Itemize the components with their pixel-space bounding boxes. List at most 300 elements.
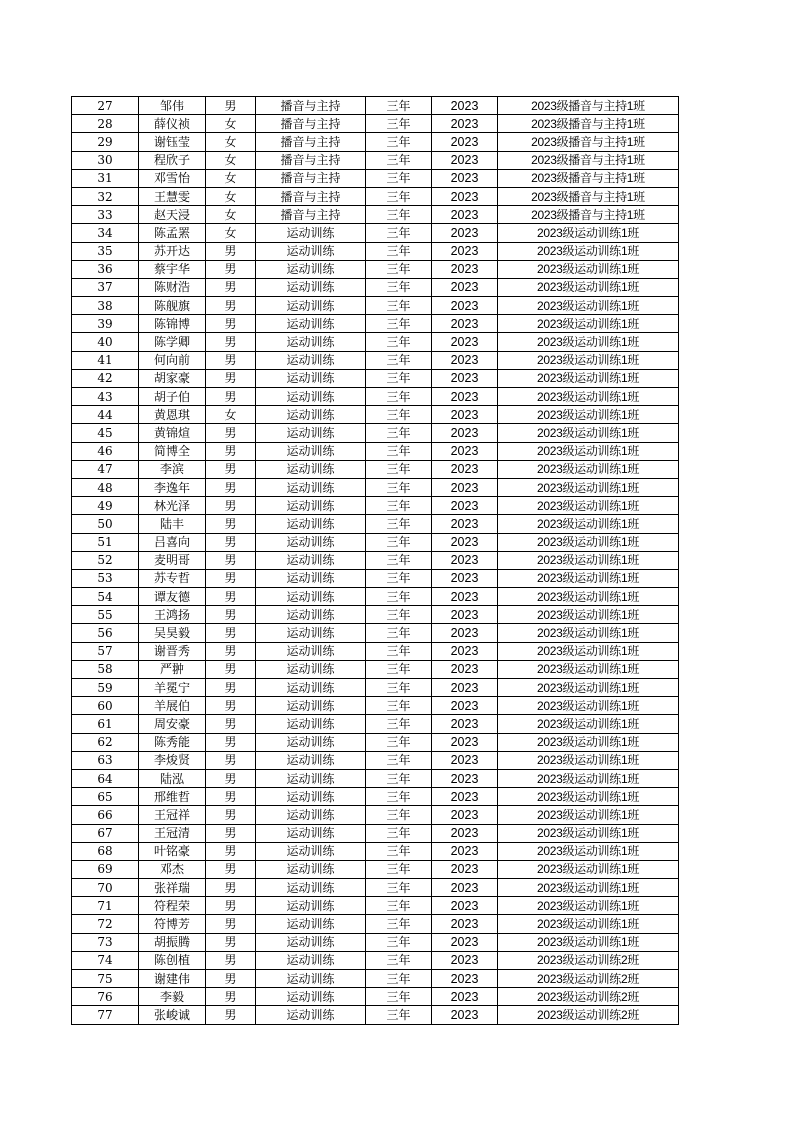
table-row	[72, 988, 679, 1006]
major-cell: 播音与主持	[256, 151, 366, 169]
student-name-cell: 谢晋秀	[139, 642, 206, 660]
class-cell: 2023级运动训练1班	[498, 788, 679, 806]
class-cell: 2023级运动训练1班	[498, 588, 679, 606]
duration-cell: 三年	[366, 278, 432, 296]
year-cell: 2023	[432, 388, 498, 406]
row-number-cell: 50	[72, 515, 139, 533]
gender-cell: 男	[206, 806, 256, 824]
duration-cell: 三年	[366, 242, 432, 260]
table-row	[72, 224, 679, 242]
gender-cell: 男	[206, 588, 256, 606]
gender-cell: 男	[206, 533, 256, 551]
major-cell: 运动训练	[256, 897, 366, 915]
student-name-cell: 何向前	[139, 351, 206, 369]
table-row	[72, 642, 679, 660]
major-cell: 运动训练	[256, 715, 366, 733]
row-number-cell: 63	[72, 751, 139, 769]
table-row	[72, 588, 679, 606]
duration-cell: 三年	[366, 388, 432, 406]
table-row	[72, 933, 679, 951]
year-cell: 2023	[432, 442, 498, 460]
duration-cell: 三年	[366, 533, 432, 551]
row-number-cell: 73	[72, 933, 139, 951]
row-number-cell: 62	[72, 733, 139, 751]
duration-cell: 三年	[366, 1006, 432, 1024]
gender-cell: 男	[206, 842, 256, 860]
student-name-cell: 陈舰旗	[139, 297, 206, 315]
year-cell: 2023	[432, 733, 498, 751]
student-name-cell: 邓杰	[139, 860, 206, 878]
duration-cell: 三年	[366, 951, 432, 969]
duration-cell: 三年	[366, 478, 432, 496]
major-cell: 运动训练	[256, 1006, 366, 1024]
year-cell: 2023	[432, 988, 498, 1006]
table-row	[72, 715, 679, 733]
duration-cell: 三年	[366, 206, 432, 224]
gender-cell: 男	[206, 424, 256, 442]
table-row	[72, 515, 679, 533]
gender-cell: 男	[206, 278, 256, 296]
year-cell: 2023	[432, 551, 498, 569]
student-name-cell: 王冠祥	[139, 806, 206, 824]
table-row	[72, 970, 679, 988]
student-name-cell: 谢建伟	[139, 970, 206, 988]
year-cell: 2023	[432, 660, 498, 678]
duration-cell: 三年	[366, 879, 432, 897]
table-row	[72, 733, 679, 751]
major-cell: 播音与主持	[256, 97, 366, 115]
year-cell: 2023	[432, 588, 498, 606]
year-cell: 2023	[432, 624, 498, 642]
row-number-cell: 47	[72, 460, 139, 478]
table-row	[72, 606, 679, 624]
year-cell: 2023	[432, 115, 498, 133]
gender-cell: 男	[206, 551, 256, 569]
row-number-cell: 75	[72, 970, 139, 988]
class-cell: 2023级运动训练1班	[498, 224, 679, 242]
row-number-cell: 61	[72, 715, 139, 733]
table-row	[72, 424, 679, 442]
major-cell: 运动训练	[256, 679, 366, 697]
duration-cell: 三年	[366, 515, 432, 533]
student-name-cell: 赵天浸	[139, 206, 206, 224]
class-cell: 2023级播音与主持1班	[498, 151, 679, 169]
student-name-cell: 陈财浩	[139, 278, 206, 296]
class-cell: 2023级运动训练1班	[498, 533, 679, 551]
major-cell: 运动训练	[256, 388, 366, 406]
year-cell: 2023	[432, 460, 498, 478]
table-row	[72, 679, 679, 697]
major-cell: 运动训练	[256, 406, 366, 424]
duration-cell: 三年	[366, 897, 432, 915]
class-cell: 2023级运动训练2班	[498, 1006, 679, 1024]
row-number-cell: 38	[72, 297, 139, 315]
gender-cell: 男	[206, 242, 256, 260]
class-cell: 2023级运动训练1班	[498, 642, 679, 660]
year-cell: 2023	[432, 406, 498, 424]
major-cell: 运动训练	[256, 951, 366, 969]
table-row	[72, 824, 679, 842]
gender-cell: 女	[206, 133, 256, 151]
table-row	[72, 169, 679, 187]
table-row	[72, 133, 679, 151]
table-row	[72, 915, 679, 933]
row-number-cell: 35	[72, 242, 139, 260]
year-cell: 2023	[432, 769, 498, 787]
class-cell: 2023级运动训练1班	[498, 897, 679, 915]
row-number-cell: 39	[72, 315, 139, 333]
class-cell: 2023级运动训练1班	[498, 879, 679, 897]
table-row	[72, 551, 679, 569]
row-number-cell: 51	[72, 533, 139, 551]
class-cell: 2023级运动训练1班	[498, 715, 679, 733]
year-cell: 2023	[432, 606, 498, 624]
class-cell: 2023级运动训练1班	[498, 769, 679, 787]
duration-cell: 三年	[366, 169, 432, 187]
gender-cell: 男	[206, 788, 256, 806]
class-cell: 2023级运动训练1班	[498, 315, 679, 333]
class-cell: 2023级运动训练2班	[498, 970, 679, 988]
class-cell: 2023级运动训练1班	[498, 551, 679, 569]
duration-cell: 三年	[366, 424, 432, 442]
duration-cell: 三年	[366, 115, 432, 133]
gender-cell: 女	[206, 151, 256, 169]
student-name-cell: 胡子伯	[139, 388, 206, 406]
major-cell: 运动训练	[256, 442, 366, 460]
major-cell: 运动训练	[256, 879, 366, 897]
table-row	[72, 278, 679, 296]
row-number-cell: 69	[72, 860, 139, 878]
major-cell: 运动训练	[256, 824, 366, 842]
major-cell: 运动训练	[256, 424, 366, 442]
year-cell: 2023	[432, 369, 498, 387]
row-number-cell: 67	[72, 824, 139, 842]
gender-cell: 男	[206, 460, 256, 478]
row-number-cell: 76	[72, 988, 139, 1006]
major-cell: 运动训练	[256, 915, 366, 933]
table-row	[72, 697, 679, 715]
major-cell: 运动训练	[256, 697, 366, 715]
table-row	[72, 369, 679, 387]
class-cell: 2023级运动训练1班	[498, 260, 679, 278]
class-cell: 2023级运动训练1班	[498, 497, 679, 515]
row-number-cell: 55	[72, 606, 139, 624]
duration-cell: 三年	[366, 679, 432, 697]
table-row	[72, 806, 679, 824]
major-cell: 运动训练	[256, 588, 366, 606]
duration-cell: 三年	[366, 588, 432, 606]
class-cell: 2023级运动训练1班	[498, 679, 679, 697]
year-cell: 2023	[432, 224, 498, 242]
duration-cell: 三年	[366, 606, 432, 624]
gender-cell: 女	[206, 169, 256, 187]
gender-cell: 男	[206, 260, 256, 278]
major-cell: 运动训练	[256, 751, 366, 769]
student-name-cell: 林光泽	[139, 497, 206, 515]
student-name-cell: 蔡宇华	[139, 260, 206, 278]
row-number-cell: 41	[72, 351, 139, 369]
gender-cell: 男	[206, 369, 256, 387]
major-cell: 运动训练	[256, 788, 366, 806]
student-name-cell: 陈孟罴	[139, 224, 206, 242]
major-cell: 运动训练	[256, 988, 366, 1006]
row-number-cell: 65	[72, 788, 139, 806]
major-cell: 运动训练	[256, 369, 366, 387]
class-cell: 2023级运动训练1班	[498, 242, 679, 260]
student-name-cell: 简博全	[139, 442, 206, 460]
student-name-cell: 符博芳	[139, 915, 206, 933]
row-number-cell: 52	[72, 551, 139, 569]
major-cell: 运动训练	[256, 478, 366, 496]
table-row	[72, 1006, 679, 1024]
table-row	[72, 769, 679, 787]
year-cell: 2023	[432, 333, 498, 351]
roster-body	[72, 97, 679, 1025]
table-row	[72, 206, 679, 224]
major-cell: 运动训练	[256, 242, 366, 260]
row-number-cell: 58	[72, 660, 139, 678]
class-cell: 2023级运动训练1班	[498, 806, 679, 824]
row-number-cell: 68	[72, 842, 139, 860]
row-number-cell: 49	[72, 497, 139, 515]
duration-cell: 三年	[366, 315, 432, 333]
year-cell: 2023	[432, 97, 498, 115]
major-cell: 运动训练	[256, 460, 366, 478]
year-cell: 2023	[432, 897, 498, 915]
gender-cell: 男	[206, 769, 256, 787]
student-name-cell: 麦明哥	[139, 551, 206, 569]
duration-cell: 三年	[366, 406, 432, 424]
table-row	[72, 151, 679, 169]
gender-cell: 男	[206, 297, 256, 315]
class-cell: 2023级播音与主持1班	[498, 133, 679, 151]
table-row	[72, 879, 679, 897]
class-cell: 2023级运动训练1班	[498, 442, 679, 460]
year-cell: 2023	[432, 788, 498, 806]
gender-cell: 男	[206, 970, 256, 988]
duration-cell: 三年	[366, 133, 432, 151]
row-number-cell: 30	[72, 151, 139, 169]
duration-cell: 三年	[366, 569, 432, 587]
gender-cell: 男	[206, 897, 256, 915]
student-name-cell: 胡振腾	[139, 933, 206, 951]
major-cell: 运动训练	[256, 278, 366, 296]
major-cell: 运动训练	[256, 606, 366, 624]
class-cell: 2023级运动训练1班	[498, 569, 679, 587]
major-cell: 运动训练	[256, 260, 366, 278]
class-cell: 2023级播音与主持1班	[498, 115, 679, 133]
row-number-cell: 45	[72, 424, 139, 442]
duration-cell: 三年	[366, 860, 432, 878]
student-name-cell: 李逸年	[139, 478, 206, 496]
duration-cell: 三年	[366, 660, 432, 678]
table-row	[72, 406, 679, 424]
student-name-cell: 陈创植	[139, 951, 206, 969]
row-number-cell: 34	[72, 224, 139, 242]
table-row	[72, 333, 679, 351]
gender-cell: 男	[206, 569, 256, 587]
year-cell: 2023	[432, 533, 498, 551]
gender-cell: 女	[206, 187, 256, 205]
duration-cell: 三年	[366, 733, 432, 751]
class-cell: 2023级运动训练1班	[498, 860, 679, 878]
row-number-cell: 32	[72, 187, 139, 205]
major-cell: 运动训练	[256, 642, 366, 660]
gender-cell: 男	[206, 933, 256, 951]
row-number-cell: 48	[72, 478, 139, 496]
row-number-cell: 59	[72, 679, 139, 697]
year-cell: 2023	[432, 951, 498, 969]
duration-cell: 三年	[366, 642, 432, 660]
row-number-cell: 64	[72, 769, 139, 787]
duration-cell: 三年	[366, 497, 432, 515]
student-name-cell: 李滨	[139, 460, 206, 478]
student-name-cell: 符程荣	[139, 897, 206, 915]
year-cell: 2023	[432, 842, 498, 860]
class-cell: 2023级运动训练1班	[498, 515, 679, 533]
gender-cell: 男	[206, 715, 256, 733]
gender-cell: 男	[206, 642, 256, 660]
table-row	[72, 297, 679, 315]
major-cell: 运动训练	[256, 933, 366, 951]
row-number-cell: 57	[72, 642, 139, 660]
year-cell: 2023	[432, 478, 498, 496]
duration-cell: 三年	[366, 970, 432, 988]
major-cell: 运动训练	[256, 806, 366, 824]
gender-cell: 女	[206, 224, 256, 242]
major-cell: 运动训练	[256, 315, 366, 333]
row-number-cell: 54	[72, 588, 139, 606]
year-cell: 2023	[432, 497, 498, 515]
gender-cell: 男	[206, 351, 256, 369]
table-row	[72, 788, 679, 806]
year-cell: 2023	[432, 187, 498, 205]
class-cell: 2023级运动训练1班	[498, 424, 679, 442]
class-cell: 2023级运动训练1班	[498, 824, 679, 842]
class-cell: 2023级运动训练1班	[498, 369, 679, 387]
duration-cell: 三年	[366, 751, 432, 769]
class-cell: 2023级运动训练1班	[498, 460, 679, 478]
gender-cell: 男	[206, 97, 256, 115]
gender-cell: 男	[206, 442, 256, 460]
duration-cell: 三年	[366, 933, 432, 951]
student-name-cell: 吕喜向	[139, 533, 206, 551]
row-number-cell: 56	[72, 624, 139, 642]
gender-cell: 男	[206, 660, 256, 678]
class-cell: 2023级运动训练1班	[498, 733, 679, 751]
major-cell: 播音与主持	[256, 187, 366, 205]
class-cell: 2023级运动训练1班	[498, 297, 679, 315]
gender-cell: 男	[206, 915, 256, 933]
table-row	[72, 388, 679, 406]
year-cell: 2023	[432, 297, 498, 315]
student-name-cell: 张峻诚	[139, 1006, 206, 1024]
gender-cell: 男	[206, 478, 256, 496]
table-row	[72, 624, 679, 642]
row-number-cell: 60	[72, 697, 139, 715]
student-name-cell: 陈锦博	[139, 315, 206, 333]
duration-cell: 三年	[366, 697, 432, 715]
table-row	[72, 97, 679, 115]
gender-cell: 男	[206, 733, 256, 751]
year-cell: 2023	[432, 260, 498, 278]
year-cell: 2023	[432, 806, 498, 824]
row-number-cell: 70	[72, 879, 139, 897]
student-name-cell: 王鸿扬	[139, 606, 206, 624]
year-cell: 2023	[432, 151, 498, 169]
student-name-cell: 谭友德	[139, 588, 206, 606]
year-cell: 2023	[432, 860, 498, 878]
major-cell: 运动训练	[256, 333, 366, 351]
class-cell: 2023级运动训练1班	[498, 406, 679, 424]
year-cell: 2023	[432, 278, 498, 296]
gender-cell: 男	[206, 315, 256, 333]
duration-cell: 三年	[366, 715, 432, 733]
year-cell: 2023	[432, 915, 498, 933]
year-cell: 2023	[432, 1006, 498, 1024]
duration-cell: 三年	[366, 551, 432, 569]
duration-cell: 三年	[366, 97, 432, 115]
row-number-cell: 74	[72, 951, 139, 969]
class-cell: 2023级运动训练1班	[498, 933, 679, 951]
major-cell: 运动训练	[256, 769, 366, 787]
student-name-cell: 邹伟	[139, 97, 206, 115]
gender-cell: 男	[206, 624, 256, 642]
duration-cell: 三年	[366, 624, 432, 642]
class-cell: 2023级运动训练1班	[498, 751, 679, 769]
row-number-cell: 31	[72, 169, 139, 187]
duration-cell: 三年	[366, 297, 432, 315]
student-name-cell: 苏开达	[139, 242, 206, 260]
row-number-cell: 71	[72, 897, 139, 915]
student-roster-table	[71, 96, 679, 1025]
year-cell: 2023	[432, 569, 498, 587]
table-row	[72, 951, 679, 969]
major-cell: 运动训练	[256, 624, 366, 642]
gender-cell: 男	[206, 388, 256, 406]
duration-cell: 三年	[366, 442, 432, 460]
table-row	[72, 187, 679, 205]
duration-cell: 三年	[366, 369, 432, 387]
student-name-cell: 李焌贤	[139, 751, 206, 769]
gender-cell: 男	[206, 606, 256, 624]
duration-cell: 三年	[366, 769, 432, 787]
student-name-cell: 羊展伯	[139, 697, 206, 715]
table-row	[72, 660, 679, 678]
row-number-cell: 77	[72, 1006, 139, 1024]
duration-cell: 三年	[366, 842, 432, 860]
major-cell: 运动训练	[256, 297, 366, 315]
table-row	[72, 115, 679, 133]
class-cell: 2023级运动训练1班	[498, 333, 679, 351]
gender-cell: 男	[206, 951, 256, 969]
class-cell: 2023级运动训练1班	[498, 388, 679, 406]
row-number-cell: 40	[72, 333, 139, 351]
duration-cell: 三年	[366, 351, 432, 369]
table-row	[72, 860, 679, 878]
major-cell: 运动训练	[256, 515, 366, 533]
row-number-cell: 42	[72, 369, 139, 387]
row-number-cell: 66	[72, 806, 139, 824]
duration-cell: 三年	[366, 224, 432, 242]
gender-cell: 男	[206, 879, 256, 897]
gender-cell: 男	[206, 333, 256, 351]
year-cell: 2023	[432, 679, 498, 697]
gender-cell: 男	[206, 824, 256, 842]
year-cell: 2023	[432, 351, 498, 369]
duration-cell: 三年	[366, 788, 432, 806]
student-name-cell: 陈学卿	[139, 333, 206, 351]
